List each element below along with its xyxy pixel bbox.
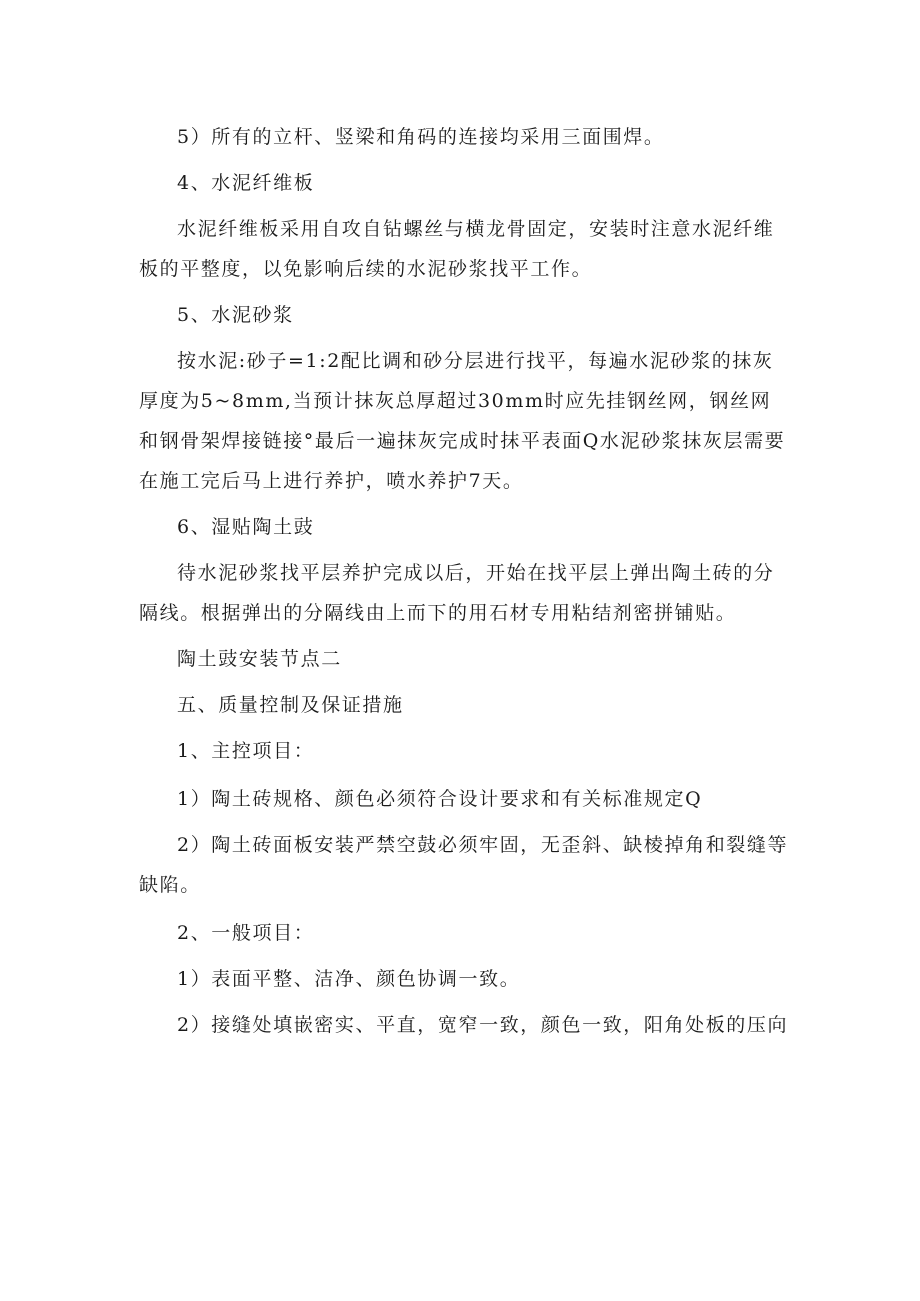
heading-main-items: 1、主控项目： bbox=[177, 740, 315, 762]
list-item-surface: 1）表面平整、洁净、颜色协调一致。 bbox=[177, 968, 521, 990]
paragraph-weld: 5）所有的立杆、竖梁和角码的连接均采用三面围焊。 bbox=[177, 126, 665, 148]
paragraph-mortar: 按水泥:砂子=1:2配比调和砂分层进行找平，每遍水泥砂浆的抹灰厚度为5~8mm,当预计抹灰总厚超过30mm时应先挂钢丝网，钢丝网和钢骨架焊接链接°最后一遍抹灰完成时抹平表面Q水泥砂浆抹灰层需要在施工完后马上进行养护，喷水养护7天。 bbox=[139, 350, 786, 492]
heading-quality-control: 五、质量控制及保证措施 bbox=[177, 694, 404, 716]
list-item-joint: 2）接缝处填嵌密实、平直，宽窄一致，颜色一致，阳角处板的压向 bbox=[177, 1014, 789, 1036]
heading-terracotta-tile: 6、湿贴陶土豉 bbox=[177, 516, 315, 538]
heading-cement-fiberboard: 4、水泥纤维板 bbox=[177, 172, 315, 194]
paragraph-fiberboard: 水泥纤维板采用自攻自钻螺丝与横龙骨固定，安装时注意水泥纤维板的平整度，以免影响后续的水泥砂浆找平工作。 bbox=[139, 218, 775, 280]
heading-general-items: 2、一般项目： bbox=[177, 922, 315, 944]
list-item-spec: 1）陶土砖规格、颜色必须符合设计要求和有关标准规定Q bbox=[177, 788, 703, 810]
paragraph-terracotta: 待水泥砂浆找平层养护完成以后，开始在找平层上弹出陶土砖的分隔线。根据弹出的分隔线由上而下的用石材专用粘结剂密拼铺贴。 bbox=[139, 562, 775, 624]
document-body bbox=[139, 117, 791, 1045]
heading-cement-mortar: 5、水泥砂浆 bbox=[177, 304, 294, 326]
caption-install-node: 陶土豉安装节点二 bbox=[177, 648, 342, 670]
list-item-install: 2）陶土砖面板安装严禁空鼓必须牢固，无歪斜、缺棱掉角和裂缝等缺陷。 bbox=[139, 834, 789, 896]
